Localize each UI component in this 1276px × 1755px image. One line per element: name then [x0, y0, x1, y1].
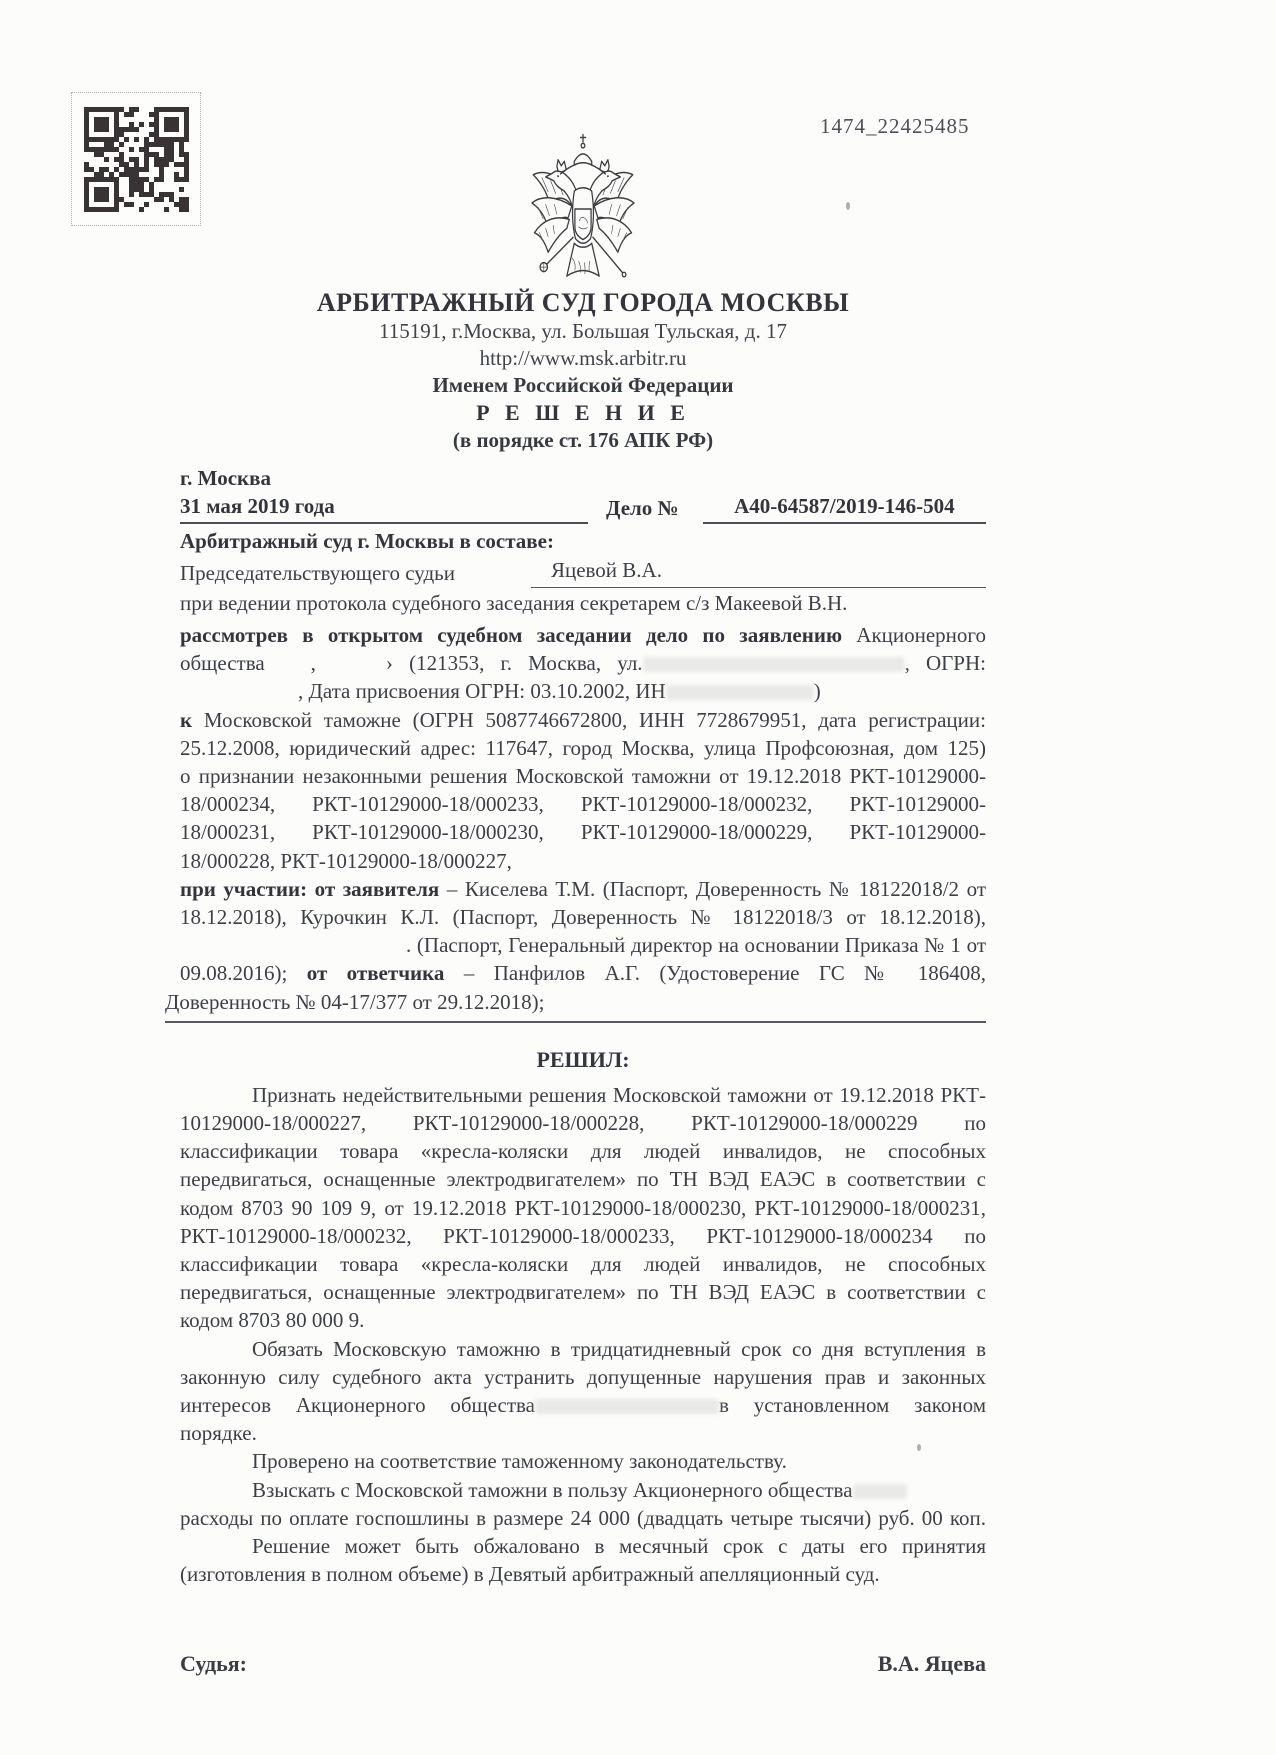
judge-signature-name: В.А. Яцева	[877, 1650, 986, 1676]
redacted-text	[853, 1484, 907, 1499]
redacted-text	[316, 657, 386, 672]
text-segment: Акционерного	[842, 623, 987, 647]
text-line	[180, 847, 986, 875]
case-number: А40-64587/2019-146-504	[703, 493, 986, 524]
text-line	[180, 790, 986, 818]
text-line	[180, 875, 986, 903]
text-line	[180, 1109, 986, 1137]
date-case-row	[180, 493, 986, 524]
text-segment: (изготовления в полном объеме) в Девятый арбитражный апелляционный суд.	[180, 1562, 880, 1587]
resolution-heading: РЕШИЛ:	[536, 1046, 630, 1072]
text-line	[165, 988, 986, 1023]
text-line	[180, 1222, 986, 1250]
case-number-label: Дело №	[606, 496, 679, 520]
text-line	[180, 1081, 986, 1109]
document-number: 1474_22425485	[820, 114, 970, 138]
text-segment: )	[813, 679, 821, 704]
court-name: АРБИТРАЖНЫЙ СУД ГОРОДА МОСКВЫ	[316, 288, 850, 317]
text-line	[180, 1560, 986, 1588]
text-line	[180, 734, 986, 762]
signature-row	[180, 1651, 986, 1677]
text-line	[180, 762, 986, 790]
redacted-text	[180, 685, 298, 700]
text-segment: , ОГРН:	[904, 651, 986, 676]
text-line	[180, 1391, 986, 1447]
text-segment: 09.08.2016);	[180, 961, 307, 986]
text-segment: при участии: от заявителя	[180, 876, 440, 901]
presiding-judge-row	[180, 556, 986, 588]
text-line	[180, 1278, 986, 1306]
text-segment: 18/000234, РКТ-10129000-18/000233, РКТ-10129000-18/000232, РКТ-10129000-	[180, 792, 986, 817]
text-segment: – Киселева Т.М. (Паспорт, Доверенность № 18122018/2 от	[439, 876, 986, 901]
document-content	[165, 130, 987, 1677]
redacted-text	[666, 685, 814, 700]
text-segment: › (121353, г. Москва, ул.	[385, 651, 643, 676]
text-segment: интересов Акционерного общества	[180, 1393, 536, 1418]
text-segment: , Дата присвоения ОГРН: 03.10.2002, ИН	[298, 679, 666, 704]
text-line	[180, 706, 986, 734]
text-segment: Московской таможне (ОГРН 5087746672800, ИНН 7728679951, дата регистрации:	[192, 707, 986, 732]
text-line	[180, 1306, 986, 1334]
text-segment: расходы по оплате госпошлины в размере 24 000 (двадцать четыре тысячи) руб. 00 коп.	[180, 1505, 986, 1530]
text-line	[180, 1363, 986, 1391]
decision-title: Р Е Ш Е Н И Е	[476, 400, 690, 425]
text-segment: ,	[310, 651, 316, 676]
text-segment: Доверенность № 04-17/377 от 29.12.2018);	[165, 989, 545, 1014]
text-segment: в установленном законом порядке.	[180, 1393, 986, 1446]
judge-label: Судья:	[180, 1650, 247, 1676]
text-line	[180, 931, 986, 959]
text-line	[180, 1165, 986, 1193]
in-the-name-line: Именем Российской Федерации	[432, 373, 734, 397]
text-segment: 18/000231, РКТ-10129000-18/000230, РКТ-10129000-18/000229, РКТ-10129000-	[180, 820, 986, 845]
secretary-line: при ведении протокола судебного заседания секретарем с/з Макеевой В.Н.	[180, 591, 848, 615]
text-line	[180, 1335, 986, 1363]
text-segment: РКТ-10129000-18/000232, РКТ-10129000-18/000233, РКТ-10129000-18/000234 по	[180, 1223, 986, 1248]
text-segment: кодом 8703 80 000 9.	[180, 1308, 365, 1333]
text-segment: общества	[180, 651, 265, 676]
city-line: г. Москва	[180, 466, 271, 490]
text-segment: Решение может быть обжаловано в месячный срок с даты его принятия	[252, 1534, 986, 1559]
decision-date: 31 мая 2019 года	[180, 493, 588, 524]
text-segment: 18/000228, РКТ-10129000-18/000227,	[180, 848, 512, 873]
text-line	[180, 1532, 986, 1560]
redacted-text	[643, 657, 905, 672]
court-composition-line: Арбитражный суд г. Москвы в составе:	[180, 529, 554, 553]
text-line	[180, 818, 986, 846]
decision-subtitle: (в порядке ст. 176 АПК РФ)	[452, 428, 714, 452]
text-segment: Взыскать с Московской таможни в пользу Акционерного общества	[252, 1477, 853, 1502]
text-line	[180, 1504, 986, 1532]
resolution-paragraphs	[180, 1081, 986, 1589]
text-segment: 18.12.2018), Курочкин К.Л. (Паспорт, Доверенность № 18122018/3 от 18.12.2018),	[180, 905, 986, 930]
text-line	[180, 959, 986, 987]
text-segment: Признать недействительными решения Московской таможни от 19.12.2018 РКТ-	[252, 1082, 986, 1107]
redacted-text	[535, 1399, 719, 1414]
text-line	[180, 621, 986, 649]
court-address: 115191, г.Москва, ул. Большая Тульская, д. 17	[379, 319, 787, 343]
text-line	[180, 903, 986, 931]
text-line	[180, 1194, 986, 1222]
text-line	[180, 649, 986, 677]
text-segment: 25.12.2008, юридический адрес: 117647, город Москва, улица Профсоюзная, дом 125)	[180, 735, 986, 760]
text-segment: от ответчика	[306, 961, 445, 986]
text-segment: классификации товара «кресла-коляски для людей инвалидов, не способных	[180, 1139, 986, 1164]
text-segment: о признании незаконными решения Московской таможни от 19.12.2018 РКТ-10129000-	[180, 764, 986, 789]
text-segment: 10129000-18/000227, РКТ-10129000-18/000228, РКТ-10129000-18/000229 по	[180, 1111, 986, 1136]
coat-of-arms-eagle-icon	[522, 130, 644, 282]
text-line	[180, 1447, 986, 1475]
text-segment: к	[180, 707, 193, 732]
text-line	[180, 1476, 986, 1504]
text-segment: рассмотрев в открытом судебном заседании дело по заявлению	[180, 623, 843, 647]
text-line	[180, 1250, 986, 1278]
text-segment: – Панфилов А.Г. (Удостоверение ГС № 186408,	[444, 961, 987, 986]
presiding-judge-label: Председательствующего судьи	[180, 561, 455, 585]
text-segment: классификации товара «кресла-коляски для людей инвалидов, не способных	[180, 1252, 986, 1277]
text-segment: . (Паспорт, Генеральный директор на основании Приказа № 1 от	[406, 933, 986, 958]
intro-paragraphs	[165, 621, 987, 1023]
presiding-judge-name: Яцевой В.А.	[531, 556, 986, 588]
text-line	[180, 1137, 986, 1165]
text-segment: передвигаться, оснащенные электродвигателем» по ТН ВЭД ЕАЭС в соответствии с	[180, 1280, 986, 1305]
text-segment: Обязать Московскую таможню в тридцатидневный срок со дня вступления в	[252, 1336, 986, 1361]
text-segment: кодом 8703 90 109 9, от 19.12.2018 РКТ-10129000-18/000230, РКТ-10129000-18/000231,	[180, 1195, 986, 1220]
text-segment: Проверено на соответствие таможенному законодательству.	[252, 1449, 787, 1474]
text-segment: передвигаться, оснащенные электродвигателем» по ТН ВЭД ЕАЭС в соответствии с	[180, 1167, 986, 1192]
text-segment: законную силу судебного акта устранить допущенные нарушения прав и законных	[180, 1364, 986, 1389]
text-line	[180, 677, 986, 705]
qr-code-modules	[84, 107, 189, 212]
redacted-text	[180, 939, 406, 954]
redacted-text	[265, 657, 311, 672]
court-website: http://www.msk.arbitr.ru	[479, 346, 687, 370]
